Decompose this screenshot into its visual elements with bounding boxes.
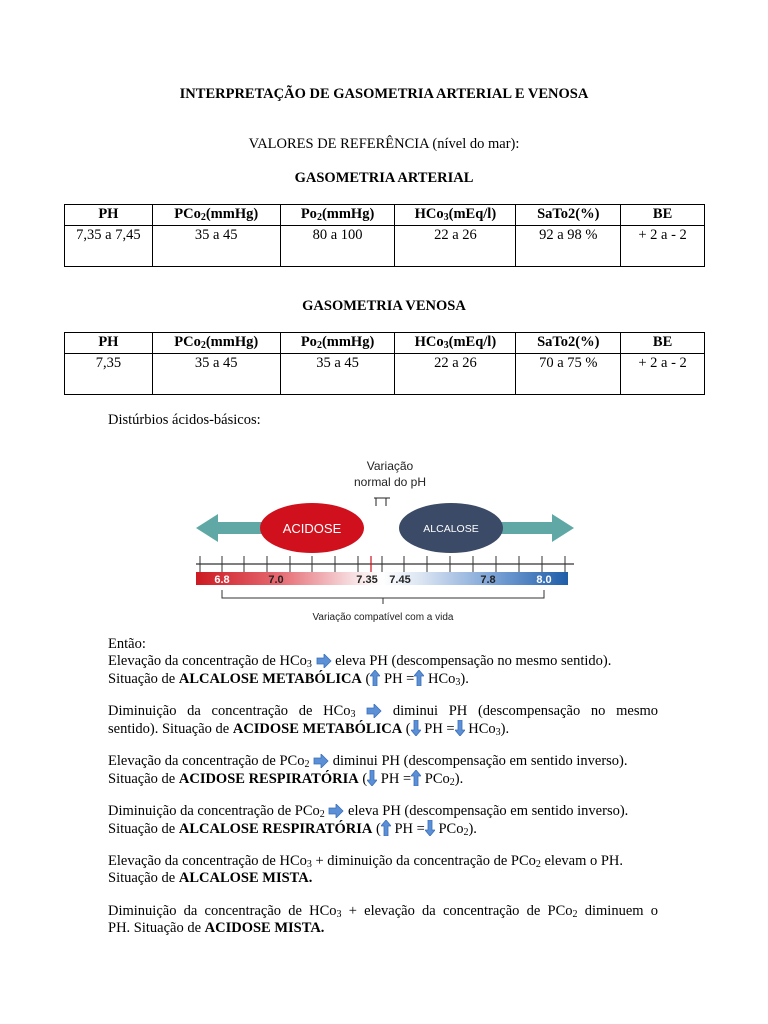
case-line-2: Situação de ALCALOSE METABÓLICA ( PH = HCo$_3$). [108,671,469,688]
scale-label: 7.0 [268,574,284,586]
value-cell: 22 a 26 [395,354,516,395]
table-header-row [65,205,705,226]
compat-label: Variação compatível com a vida [312,612,454,623]
arrow-down-icon [455,720,465,736]
header-cell: HCo$_3$(mEq/l) [395,205,516,226]
case-line-1: Diminuição da concentração de HCo$_3$ diminui PH (descompensação no mesmo [108,703,658,720]
arrow-right-icon [366,704,382,718]
arrow-up-icon [381,820,391,836]
scale-label: 7.45 [389,574,411,586]
arrow-up-icon [414,670,424,686]
variation-label-1: Variação [366,459,414,473]
header-cell: BE [621,205,705,226]
case-line-1: Elevação da concentração de HCo$_3$ + diminuição da concentração de PCo$_2$ elevam o PH. [108,853,624,870]
entao-label: Então: [108,636,146,652]
venosa-table [64,332,705,395]
value-cell: 35 a 45 [280,354,395,395]
case-alcalose-mista [108,853,658,887]
case-line-1: Elevação da concentração de HCo$_3$ eleva PH (descompensação no mesmo sentido). [108,653,612,670]
case-line-1: Diminuição da concentração de HCo$_3$ + elevação da concentração de PCo$_2$ diminuem o [108,903,659,920]
table-row [65,226,705,267]
arterial-heading: GASOMETRIA ARTERIAL [294,170,474,186]
header-cell: PH [65,333,153,354]
value-cell: + 2 a - 2 [621,354,705,395]
compat-range-bracket [222,590,544,598]
case-line-1: Elevação da concentração de PCo$_2$ diminui PH (descompensação em sentido inverso). [108,753,628,770]
case-line-2: sentido). Situação de ACIDOSE METABÓLICA ( PH = HCo$_3$). [108,721,510,738]
case-alcalose-metabolica [108,653,658,688]
scale-label: 8.0 [536,574,552,586]
value-cell: 22 a 26 [395,226,516,267]
value-cell: 7,35 a 7,45 [65,226,153,267]
value-cell: 70 a 75 % [516,354,621,395]
arrow-right-icon [316,654,332,668]
table-header-row [65,333,705,354]
header-cell: PCo$_2$(mmHg) [152,333,280,354]
arrow-up-icon [411,770,421,786]
reference-heading: VALORES DE REFERÊNCIA (nível do mar): [248,136,520,152]
venosa-heading: GASOMETRIA VENOSA [302,298,466,314]
header-cell: PH [65,205,153,226]
case-acidose-mista [108,903,658,937]
case-line-2: Situação de ACIDOSE RESPIRATÓRIA ( PH = PCo$_2$). [108,771,464,788]
value-cell: 35 a 45 [152,226,280,267]
value-cell: 92 a 98 % [516,226,621,267]
header-cell: $Po_2(mmHg)$ [280,333,395,354]
arrow-right-icon [313,754,329,768]
arrow-down-icon [367,770,377,786]
disturbios-label: Distúrbios ácidos-básicos: [108,412,261,428]
ph-gradient-scale [196,572,568,585]
arrow-right-icon [328,804,344,818]
arrow-down-icon [425,820,435,836]
scale-label: 7.35 [356,574,378,586]
value-cell: + 2 a - 2 [621,226,705,267]
header-cell: BE [621,333,705,354]
case-acidose-respiratoria [108,753,658,788]
page-title: INTERPRETAÇÃO DE GASOMETRIA ARTERIAL E VENOSA [179,86,589,102]
case-alcalose-respiratoria [108,803,658,838]
header-cell: HCo$_3$(mEq/l) [395,333,516,354]
alcalose-label: ALCALOSE [423,523,479,535]
scale-label: 7.8 [480,574,496,586]
header-cell: SaTo2(%) [516,333,621,354]
variation-label-2: normal do pH [353,475,427,489]
arrow-up-icon [370,670,380,686]
value-cell: 35 a 45 [152,354,280,395]
normal-range-bracket [376,498,386,506]
header-cell: SaTo2(%) [516,205,621,226]
case-line-2: PH. Situação de ACIDOSE MISTA. [108,920,325,936]
table-row [65,354,705,395]
scale-label: 6.8 [214,574,230,586]
value-cell: 7,35 [65,354,153,395]
arterial-table [64,204,705,267]
header-cell: PCo$_2$(mmHg) [152,205,280,226]
header-cell: $Po_2(mmHg)$ [280,205,395,226]
ph-variation-figure [190,452,582,632]
case-line-2: Situação de ALCALOSE MISTA. [108,870,313,886]
case-acidose-metabolica [108,703,658,738]
arrow-down-icon [411,720,421,736]
case-line-2: Situação de ALCALOSE RESPIRATÓRIA ( PH = PCo$_2$). [108,821,477,838]
case-line-1: Diminuição da concentração de PCo$_2$ eleva PH (descompensação em sentido inverso). [108,803,629,820]
value-cell: 80 a 100 [280,226,395,267]
alkaline-arrow-shape [500,514,574,542]
acidose-label: ACIDOSE [282,521,342,536]
